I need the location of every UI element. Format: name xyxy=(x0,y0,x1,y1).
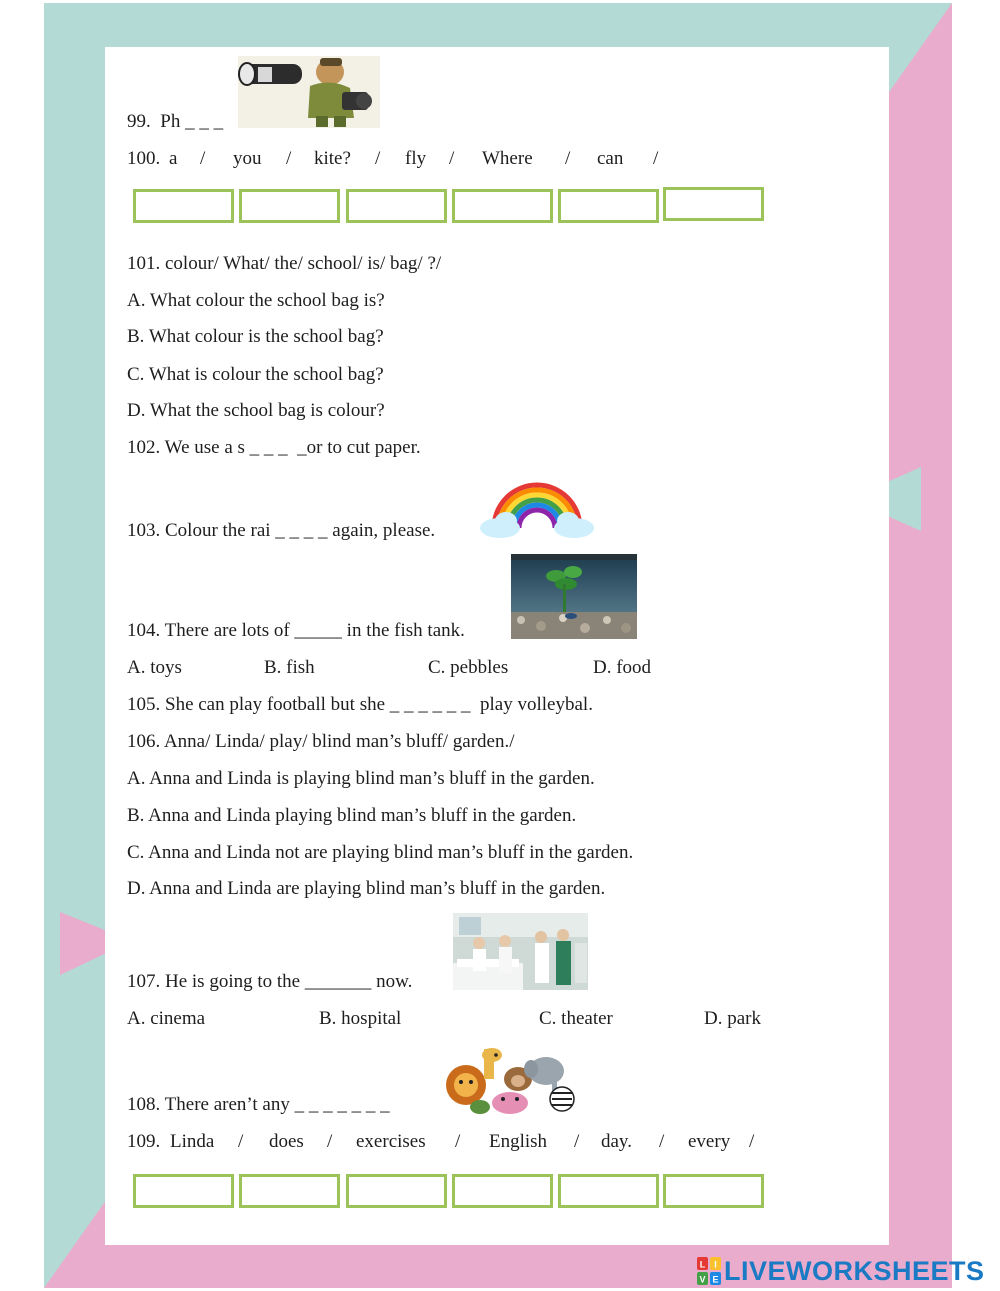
answer-box-109-4[interactable] xyxy=(452,1174,553,1208)
hospital-image xyxy=(453,913,588,990)
answer-box-109-2[interactable] xyxy=(239,1174,340,1208)
word-tile[interactable]: day. xyxy=(601,1131,632,1152)
separator-slash: / xyxy=(749,1131,755,1152)
answer-box-100-4[interactable] xyxy=(452,189,553,223)
answer-box-109-1[interactable] xyxy=(133,1174,234,1208)
option-104-a[interactable]: A. toys xyxy=(127,657,182,678)
question-103: 103. Colour the rai _ _ _ _ again, please. xyxy=(127,520,436,541)
option-101-c[interactable]: C. What is colour the school bag? xyxy=(127,364,384,385)
separator-slash: / xyxy=(200,148,206,169)
word-tile[interactable]: does xyxy=(269,1131,304,1152)
answer-box-100-3[interactable] xyxy=(346,189,447,223)
mark-letter: V xyxy=(699,1274,706,1285)
animals-image xyxy=(440,1043,586,1115)
mark-letter: E xyxy=(712,1274,719,1285)
separator-slash: / xyxy=(659,1131,665,1152)
separator-slash: / xyxy=(653,148,659,169)
option-106-c[interactable]: C. Anna and Linda not are playing blind man’s bluff in the garden. xyxy=(127,842,634,863)
option-104-b[interactable]: B. fish xyxy=(264,657,315,678)
answer-box-100-5[interactable] xyxy=(558,189,659,223)
word-tile[interactable]: you xyxy=(233,148,262,169)
photographer-image xyxy=(238,56,380,128)
mark-letter: I xyxy=(714,1259,717,1270)
brand-name: LIVEWORKSHEETS xyxy=(724,1255,985,1286)
question-100-number: 100. xyxy=(127,148,161,169)
word-tile[interactable]: Linda xyxy=(170,1131,215,1152)
question-104: 104. There are lots of _____ in the fish tank. xyxy=(127,620,465,641)
option-107-b[interactable]: B. hospital xyxy=(319,1008,402,1029)
rainbow-image xyxy=(478,472,596,540)
word-tile[interactable]: English xyxy=(489,1131,548,1152)
question-105: 105. She can play football but she _ _ _ _ _ _ play volleybal. xyxy=(127,694,593,715)
word-tile[interactable]: every xyxy=(688,1131,731,1152)
word-tile[interactable]: can xyxy=(597,148,624,169)
fish-tank-image xyxy=(511,554,637,639)
question-99: 99. Ph _ _ _ xyxy=(127,111,224,132)
answer-box-100-6[interactable] xyxy=(663,187,764,221)
separator-slash: / xyxy=(574,1131,580,1152)
separator-slash: / xyxy=(375,148,381,169)
question-101: 101. colour/ What/ the/ school/ is/ bag/ ?/ xyxy=(127,253,442,274)
answer-box-100-2[interactable] xyxy=(239,189,340,223)
question-109-number: 109. xyxy=(127,1131,161,1152)
mark-letter: L xyxy=(699,1259,706,1270)
option-101-a[interactable]: A. What colour the school bag is? xyxy=(127,290,385,311)
answer-box-100-1[interactable] xyxy=(133,189,234,223)
answer-box-109-3[interactable] xyxy=(346,1174,447,1208)
word-tile[interactable]: kite? xyxy=(314,148,351,169)
liveworksheets-logo[interactable] xyxy=(697,1256,985,1286)
option-106-d[interactable]: D. Anna and Linda are playing blind man’s bluff in the garden. xyxy=(127,878,606,899)
option-107-c[interactable]: C. theater xyxy=(539,1008,613,1029)
answer-box-109-5[interactable] xyxy=(558,1174,659,1208)
separator-slash: / xyxy=(565,148,571,169)
word-tile[interactable]: exercises xyxy=(356,1131,426,1152)
question-108: 108. There aren’t any _ _ _ _ _ _ _ xyxy=(127,1094,390,1115)
separator-slash: / xyxy=(455,1131,461,1152)
liveworksheets-mark-icon xyxy=(697,1257,721,1285)
question-107: 107. He is going to the _______ now. xyxy=(127,971,413,992)
option-106-a[interactable]: A. Anna and Linda is playing blind man’s bluff in the garden. xyxy=(127,768,595,789)
option-104-c[interactable]: C. pebbles xyxy=(428,657,509,678)
word-tile[interactable]: Where xyxy=(482,148,533,169)
separator-slash: / xyxy=(449,148,455,169)
separator-slash: / xyxy=(238,1131,244,1152)
option-106-b[interactable]: B. Anna and Linda playing blind man’s bluff in the garden. xyxy=(127,805,577,826)
option-104-d[interactable]: D. food xyxy=(593,657,652,678)
word-tile[interactable]: a xyxy=(169,148,178,169)
separator-slash: / xyxy=(327,1131,333,1152)
option-107-d[interactable]: D. park xyxy=(704,1008,761,1029)
option-101-b[interactable]: B. What colour is the school bag? xyxy=(127,326,384,347)
option-107-a[interactable]: A. cinema xyxy=(127,1008,206,1029)
separator-slash: / xyxy=(286,148,292,169)
question-106: 106. Anna/ Linda/ play/ blind man’s bluff/ garden./ xyxy=(127,731,515,752)
answer-box-109-6[interactable] xyxy=(663,1174,764,1208)
question-102: 102. We use a s _ _ _ _or to cut paper. xyxy=(127,437,421,458)
option-101-d[interactable]: D. What the school bag is colour? xyxy=(127,400,385,421)
word-tile[interactable]: fly xyxy=(405,148,427,169)
